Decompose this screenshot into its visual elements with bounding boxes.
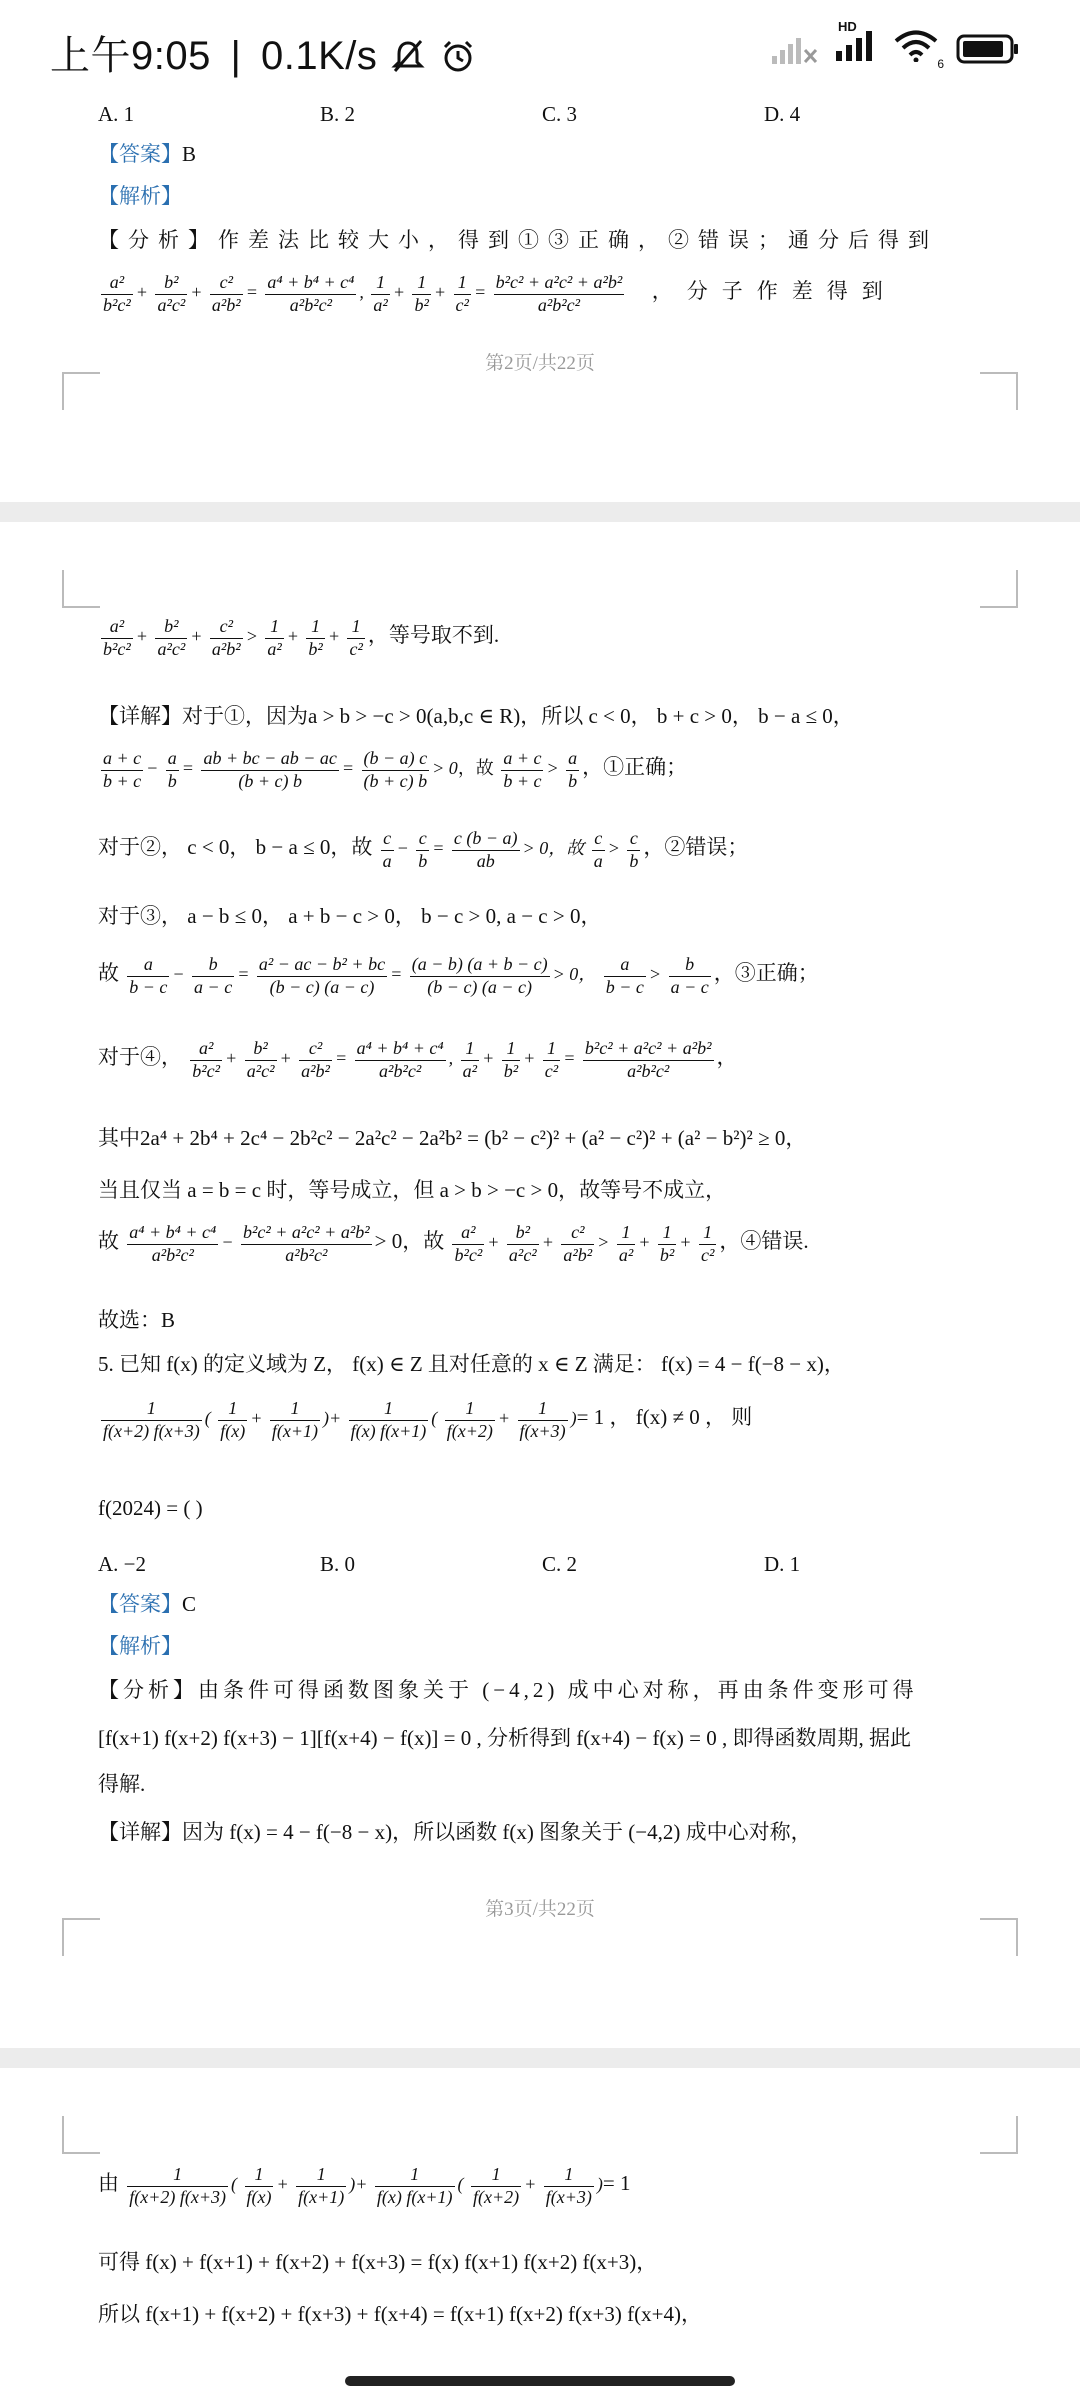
fraction: $\frac{c (b - a)}{ab}$ bbox=[453, 828, 518, 871]
connector-text: ，故 bbox=[457, 758, 494, 779]
options-row bbox=[98, 1552, 982, 1577]
mute-bell-icon bbox=[389, 37, 427, 75]
analysis-text-2: [f(x+1) f(x+2) f(x+3) − 1][f(x+4) − f(x)] = 0 , 分析得到 f(x+4) − f(x) = 0 , 即得函数周期, 据此 bbox=[98, 1726, 912, 1750]
fraction: $\frac{\text{b²}}{\text{a²c²}}$ bbox=[508, 1222, 537, 1265]
q5-intro: 5. 已知 f(x) 的定义域为 Z， f(x) ∈ Z 且对任意的 x ∈ Z 满足： f(x) = 4 − f(−8 − x)， bbox=[98, 1352, 845, 1376]
fraction: $\frac{\text{c²}}{\text{a²b²}}$ bbox=[211, 272, 241, 315]
page-corner-mark bbox=[62, 1918, 100, 1956]
fraction: $\frac{(b - a) c}{(b + c) b}$ bbox=[363, 748, 428, 791]
fraction: $\frac{c}{a}$ bbox=[382, 828, 392, 871]
fraction: $\frac{b}{a - c}$ bbox=[194, 954, 233, 997]
formula-tail: ，分子作差得到 bbox=[651, 279, 897, 304]
option-b[interactable]: B. 0 bbox=[320, 1552, 356, 1576]
conclusion-tail: ，④错误. bbox=[719, 1229, 809, 1254]
analysis-label: 【解析】 bbox=[98, 184, 182, 208]
fraction: $\frac{1}{f(x)}$ bbox=[220, 1398, 246, 1441]
page-footer: 第3页/共22页 bbox=[485, 1899, 595, 1920]
item-3-formula: 故 $\frac{a}{b - c}$ − $\frac{b}{a - c}$ = $\frac{\text{a² − ac − b² + bc}}{(b - c) (a - c)}$ = $\frac{(a - b) (a + b - c)}{(b - c) (a - c)}$ > 0， $\frac{a}{b - c}$ > $\frac{b}{a - c}$ ，③正确； bbox=[98, 954, 819, 997]
page-footer: 第2页/共22页 bbox=[485, 353, 595, 374]
alarm-clock-icon bbox=[439, 37, 477, 75]
answer-label: 【答案】 bbox=[98, 142, 182, 166]
among-line: 其中2a⁴ + 2b⁴ + 2c⁴ − 2b²c² − 2a²c² − 2a²b² = (b² − c²)² + (a² − c²)² + (a² − b²)² ≥ 0， bbox=[98, 1126, 807, 1150]
page-corner-mark bbox=[980, 570, 1018, 608]
choose-line: 故选：B bbox=[98, 1308, 176, 1332]
formula-line: $\frac{\text{a²}}{\text{b²c²}}$ + $\frac{\text{b²}}{\text{a²c²}}$ + $\frac{\text{c²}}{\text{a²b²}}$ = $\frac{\text{a⁴ + b⁴ + c⁴}}{\text{a²b²c²}}$ , $\frac{1}{\text{a²}}$ + $\frac{1}{\text{b²}}$ + $\frac{1}{\text{c²}}$ = $\frac{\text{b²c² + a²c² + a²b²}}{\text{a²b²c²}}$ ，分子作差得到 bbox=[103, 272, 897, 315]
net-speed: 0.1K/s bbox=[261, 34, 378, 78]
fraction: $\frac{\text{a⁴ + b⁴ + c⁴}}{\text{a²b²c²}}$ bbox=[356, 1038, 444, 1081]
fraction: $\frac{\text{a⁴ + b⁴ + c⁴}}{\text{a²b²c²}}$ bbox=[267, 272, 355, 315]
home-indicator[interactable] bbox=[345, 2376, 735, 2386]
fraction: $\frac{\text{b²c² + a²c² + a²b²}}{\text{a²b²c²}}$ bbox=[495, 272, 623, 315]
fraction: $\frac{1}{\text{c²}}$ bbox=[455, 272, 469, 315]
fraction: $\frac{1}{\text{c²}}$ bbox=[349, 616, 363, 659]
fraction: $\frac{a}{b}$ bbox=[167, 748, 177, 791]
page-corner-mark bbox=[980, 372, 1018, 410]
page-corner-mark bbox=[62, 2116, 100, 2154]
fraction: $\frac{\text{c²}}{\text{a²b²}}$ bbox=[301, 1038, 330, 1081]
page-corner-mark bbox=[62, 570, 100, 608]
fraction: $\frac{1}{f(x) f(x+1)}$ bbox=[350, 1398, 427, 1441]
fraction: $\frac{1}{f(x+3)}$ bbox=[545, 2164, 592, 2207]
fraction: $\frac{\text{a⁴ + b⁴ + c⁴}}{\text{a²b²c²}}$ bbox=[129, 1222, 217, 1265]
analysis-text: 【分析】由条件可得函数图象关于 (−4,2) 成中心对称，再由条件变形可得 bbox=[98, 1678, 918, 1702]
fraction: $\frac{c}{b}$ bbox=[629, 828, 639, 871]
fraction: $\frac{a}{b - c}$ bbox=[605, 954, 644, 997]
answer-row bbox=[98, 1592, 982, 1617]
fraction: $\frac{\text{c²}}{\text{a²b²}}$ bbox=[563, 1222, 593, 1265]
page-separator bbox=[0, 2048, 1080, 2068]
item-2-prefix: 对于②， c < 0， b − a ≤ 0，故 bbox=[98, 835, 373, 860]
wifi-status bbox=[894, 30, 944, 71]
fraction: $\frac{\text{b²c² + a²c² + a²b²}}{\text{a²b²c²}}$ bbox=[242, 1222, 370, 1265]
option-c[interactable]: C. 2 bbox=[542, 1552, 578, 1576]
fraction: $\frac{c}{b}$ bbox=[418, 828, 428, 871]
analysis-label: 【解析】 bbox=[98, 1634, 182, 1658]
option-d[interactable]: D. 1 bbox=[764, 1552, 801, 1576]
fraction: $\frac{\text{a²}}{\text{b²c²}}$ bbox=[103, 272, 131, 315]
fraction: $\frac{a}{b}$ bbox=[568, 748, 578, 791]
item-2: 对于②， c < 0， b − a ≤ 0，故 $\frac{c}{a}$ − $\frac{c}{b}$ = $\frac{c (b - a)}{ab}$ > 0，故 $\frac{c}{a}$ > $\frac{c}{b}$ ，②错误； bbox=[98, 828, 749, 871]
wifi-badge: 6 bbox=[937, 57, 944, 71]
from-line: 由 $\frac{1}{f(x+2) f(x+3)}$ ( $\frac{1}{f(x)}$ + $\frac{1}{f(x+1)}$ )+ $\frac{1}{f(x) f(x+1)}$ ( $\frac{1}{f(x+2)}$ + $\frac{1}{f(x+3)}$ )= 1 bbox=[98, 2164, 631, 2207]
page-corner-mark bbox=[62, 372, 100, 410]
status-time: 上午9:05 | 0.1K/s bbox=[50, 24, 477, 81]
option-d[interactable]: D. 4 bbox=[764, 102, 801, 126]
hd-signal bbox=[836, 19, 876, 66]
fraction: $\frac{1}{\text{b²}}$ bbox=[308, 616, 323, 659]
option-c[interactable]: C. 3 bbox=[542, 102, 578, 126]
from-prefix: 由 bbox=[98, 2171, 119, 2196]
fraction: $\frac{a + c}{b + c}$ bbox=[503, 748, 542, 791]
fraction: $\frac{1}{f(x+1)}$ bbox=[298, 2164, 345, 2207]
answer-label: 【答案】 bbox=[98, 1592, 182, 1616]
fraction: $\frac{a}{b - c}$ bbox=[129, 954, 168, 997]
q5-condition-tail: = 1 ， f(x) ≠ 0 ， 则 bbox=[576, 1405, 753, 1430]
page-3 bbox=[0, 522, 1080, 2048]
fraction: $\frac{1}{f(x+2)}$ bbox=[446, 1398, 493, 1441]
option-a[interactable]: A. −2 bbox=[98, 1552, 147, 1576]
item-2-tail: ，②错误； bbox=[643, 835, 749, 860]
fraction: $\frac{1}{f(x)}$ bbox=[246, 2164, 272, 2207]
conclusion-line: 故 $\frac{\text{a⁴ + b⁴ + c⁴}}{\text{a²b²c²}}$ − $\frac{\text{b²c² + a²c² + a²b²}}{\text{a²b²c²}}$ > 0，故 $\frac{\text{a²}}{\text{b²c²}}$ + $\frac{\text{b²}}{\text{a²c²}}$ + $\frac{\text{c²}}{\text{a²b²}}$ > $\frac{1}{\text{a²}}$ + $\frac{1}{\text{b²}}$ + $\frac{1}{\text{c²}}$ ，④错误. bbox=[98, 1222, 809, 1265]
q5-condition: $\frac{1}{f(x+2) f(x+3)}$ ( $\frac{1}{f(x)}$ + $\frac{1}{f(x+1)}$ )+ $\frac{1}{f(x) f(x+1)}$ ( $\frac{1}{f(x+2)}$ + $\frac{1}{f(x+3)}$ )= 1 ， f(x) ≠ 0 ， 则 bbox=[103, 1398, 753, 1441]
fraction: $\frac{1}{\text{c²}}$ bbox=[544, 1038, 559, 1081]
item-3: 对于③， a − b ≤ 0， a + b − c > 0， b − c > 0, a − c > 0， bbox=[98, 904, 602, 928]
fraction: $\frac{\text{b²}}{\text{a²c²}}$ bbox=[246, 1038, 275, 1081]
option-b[interactable]: B. 2 bbox=[320, 102, 356, 126]
fraction: $\frac{1}{f(x+3)}$ bbox=[519, 1398, 566, 1441]
fraction: $\frac{ab + bc - ab - ac}{(b + c) b}$ bbox=[203, 748, 337, 791]
ineq-tail: ，等号取不到. bbox=[367, 623, 500, 648]
conclusion-prefix: 故 bbox=[98, 1229, 119, 1254]
derive-1: 可得 f(x) + f(x+1) + f(x+2) + f(x+3) = f(x) f(x+1) f(x+2) f(x+3)， bbox=[98, 2250, 658, 2274]
from-tail: = 1 bbox=[602, 2171, 631, 2196]
connector-text: ，①正确； bbox=[582, 755, 688, 780]
fraction: $\frac{1}{f(x) f(x+1)}$ bbox=[376, 2164, 453, 2207]
analysis-text-3: 得解. bbox=[98, 1772, 146, 1796]
fraction: $\frac{1}{\text{a²}}$ bbox=[462, 1038, 478, 1081]
fraction: $\frac{1}{\text{c²}}$ bbox=[700, 1222, 715, 1265]
q5-ask: f(2024) = ( ) bbox=[98, 1496, 203, 1520]
fraction: $\frac{1}{\text{b²}}$ bbox=[659, 1222, 675, 1265]
battery-icon bbox=[956, 33, 1020, 65]
clock-text: 上午9:05 bbox=[50, 34, 211, 78]
conclusion-mid: > 0，故 bbox=[374, 1229, 445, 1254]
signal-icon bbox=[836, 31, 876, 61]
signal-x-icon bbox=[772, 34, 818, 64]
page-4 bbox=[0, 2068, 1080, 2400]
detail-1: 【详解】对于①，因为a > b > −c > 0(a,b,c ∈ R)，所以 c < 0， b + c > 0， b − a ≤ 0， bbox=[98, 704, 854, 728]
fraction: $\frac{\text{a²}}{\text{b²c²}}$ bbox=[454, 1222, 483, 1265]
option-a[interactable]: A. 1 bbox=[98, 102, 135, 126]
fraction: $\frac{(a - b) (a + b - c)}{(b - c) (a - c)}$ bbox=[411, 954, 548, 997]
analysis-text: 【分析】作差法比较大小，得到①③正确，②错误；通分后得到 bbox=[98, 228, 938, 252]
fraction: $\frac{1}{f(x+2)}$ bbox=[473, 2164, 520, 2207]
fraction: $\frac{b}{a - c}$ bbox=[670, 954, 709, 997]
fraction: $\frac{\text{a²}}{\text{b²c²}}$ bbox=[103, 616, 131, 659]
answer-value: B bbox=[182, 142, 197, 166]
page-2 bbox=[0, 100, 1080, 502]
status-bar bbox=[0, 0, 1080, 100]
fraction: $\frac{1}{f(x+2) f(x+3)}$ bbox=[103, 1398, 200, 1441]
fraction: $\frac{c}{a}$ bbox=[593, 828, 603, 871]
item-3-tail: ，③正确； bbox=[713, 961, 819, 986]
page-separator bbox=[0, 502, 1080, 522]
fraction: $\frac{1}{\text{a²}}$ bbox=[618, 1222, 634, 1265]
fraction: $\frac{1}{\text{b²}}$ bbox=[414, 272, 429, 315]
wifi-icon bbox=[894, 30, 938, 62]
detail-1-formula: $\frac{a + c}{b + c}$ − $\frac{a}{b}$ = $\frac{ab + bc - ab - ac}{(b + c) b}$ = $\frac{(b - a) c}{(b + c) b}$ > 0，故 $\frac{a + c}{b + c}$ > $\frac{a}{b}$ ，①正确； bbox=[103, 748, 688, 791]
page-corner-mark bbox=[980, 1918, 1018, 1956]
item-3-prefix: 故 bbox=[98, 961, 119, 986]
item-4-prefix: 对于④， bbox=[98, 1045, 182, 1070]
fraction: $\frac{\text{c²}}{\text{a²b²}}$ bbox=[211, 616, 241, 659]
derive-2: 所以 f(x+1) + f(x+2) + f(x+3) + f(x+4) = f(x+1) f(x+2) f(x+3) f(x+4)， bbox=[98, 2302, 702, 2326]
options-row bbox=[98, 102, 982, 127]
item-4: 对于④， $\frac{\text{a²}}{\text{b²c²}}$ + $\frac{\text{b²}}{\text{a²c²}}$ + $\frac{\text{c²}}{\text{a²b²}}$ = $\frac{\text{a⁴ + b⁴ + c⁴}}{\text{a²b²c²}}$ , $\frac{1}{\text{a²}}$ + $\frac{1}{\text{b²}}$ + $\frac{1}{\text{c²}}$ = $\frac{\text{b²c² + a²c² + a²b²}}{\text{a²b²c²}}$ ， bbox=[98, 1038, 738, 1081]
answer-value: C bbox=[182, 1592, 197, 1616]
fraction: $\frac{\text{b²}}{\text{a²c²}}$ bbox=[157, 616, 186, 659]
fraction: $\frac{1}{f(x+2) f(x+3)}$ bbox=[129, 2164, 226, 2207]
answer-row bbox=[98, 142, 982, 167]
fraction: $\frac{1}{f(x+1)}$ bbox=[271, 1398, 319, 1441]
equality-line: 当且仅当 a = b = c 时，等号成立，但 a > b > −c > 0，故等号不成立， bbox=[98, 1178, 727, 1202]
item-4-tail: ， bbox=[716, 1045, 738, 1070]
fraction: $\frac{1}{\text{a²}}$ bbox=[267, 616, 282, 659]
fraction: $\frac{a + c}{b + c}$ bbox=[103, 748, 142, 791]
detail-line: 【详解】因为 f(x) = 4 − f(−8 − x)，所以函数 f(x) 图象关于 (−4,2) 成中心对称， bbox=[98, 1820, 812, 1844]
fraction: $\frac{\text{a² − ac − b² + bc}}{(b - c) (a - c)}$ bbox=[258, 954, 386, 997]
fraction: $\frac{\text{a²}}{\text{b²c²}}$ bbox=[192, 1038, 221, 1081]
status-icons bbox=[772, 19, 1020, 71]
page-corner-mark bbox=[980, 2116, 1018, 2154]
fraction: $\frac{1}{\text{b²}}$ bbox=[503, 1038, 519, 1081]
fraction: $\frac{1}{\text{a²}}$ bbox=[373, 272, 388, 315]
hd-label: HD bbox=[838, 19, 857, 34]
ineq-line: $\frac{\text{a²}}{\text{b²c²}}$ + $\frac{\text{b²}}{\text{a²c²}}$ + $\frac{\text{c²}}{\text{a²b²}}$ > $\frac{1}{\text{a²}}$ + $\frac{1}{\text{b²}}$ + $\frac{1}{\text{c²}}$ ，等号取不到. bbox=[103, 616, 500, 659]
fraction: $\frac{\text{b²}}{\text{a²c²}}$ bbox=[157, 272, 186, 315]
fraction: $\frac{\text{b²c² + a²c² + a²b²}}{\text{a²b²c²}}$ bbox=[584, 1038, 712, 1081]
